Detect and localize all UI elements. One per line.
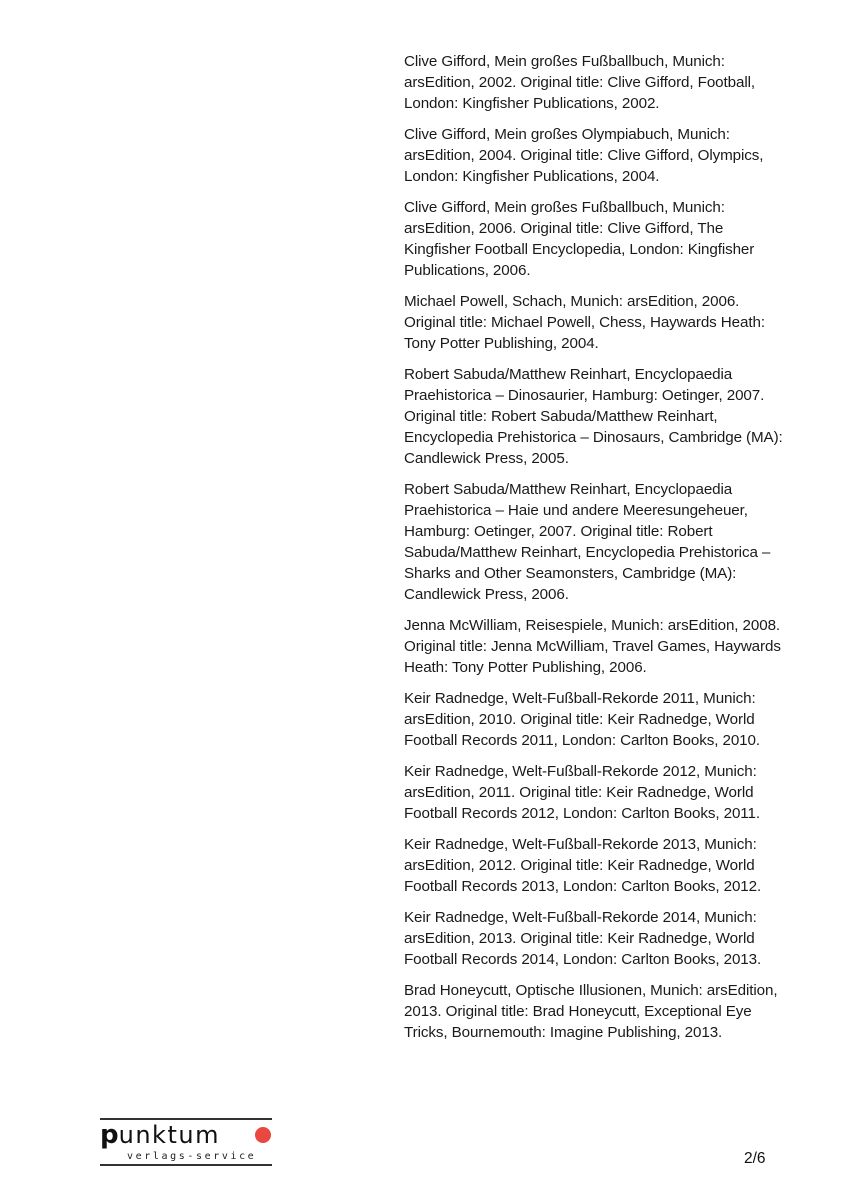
bibliography-entry: Clive Gifford, Mein großes Fußballbuch, Munich: arsEdition, 2006. Original title: Clive Gifford, The Kingfisher Football Encyclopedia, London: Kingfisher Publications, 2006.	[404, 199, 755, 279]
bibliography-entry: Brad Honeycutt, Optische Illusionen, Munich: arsEdition, 2013. Original title: Brad Honeycutt, Exceptional Eye Tricks, Bournemouth: Imagine Publishing, 2013.	[404, 982, 778, 1041]
logo-initial: p	[100, 1120, 119, 1150]
bibliography-entry: Keir Radnedge, Welt-Fußball-Rekorde 2012, Munich: arsEdition, 2011. Original title: Keir Radnedge, World Football Records 2012, London: Carlton Books, 2011.	[404, 763, 760, 822]
logo-top-rule	[100, 1118, 272, 1120]
logo-wordmark	[100, 1121, 220, 1149]
bibliography-entry: Keir Radnedge, Welt-Fußball-Rekorde 2014, Munich: arsEdition, 2013. Original title: Keir Radnedge, World Football Records 2014, London: Carlton Books, 2013.	[404, 909, 762, 968]
bibliography-entry: Keir Radnedge, Welt-Fußball-Rekorde 2013, Munich: arsEdition, 2012. Original title: Keir Radnedge, World Football Records 2013, London: Carlton Books, 2012.	[404, 836, 762, 895]
punktum-logo	[100, 1118, 274, 1166]
bibliography-entry: Robert Sabuda/Matthew Reinhart, Encyclopaedia Praehistorica – Haie und andere Meeresungeheuer, Hamburg: Oetinger, 2007. Original title: Robert Sabuda/Matthew Reinhart, Encyclopedia Prehistorica – Sharks and Other Seamonsters, Cambridge (MA): Candlewick Press, 2006.	[404, 481, 771, 603]
bibliography-entry: Jenna McWilliam, Reisespiele, Munich: arsEdition, 2008. Original title: Jenna McWilliam, Travel Games, Haywards Heath: Tony Potter Publishing, 2006.	[404, 617, 781, 676]
page-number: 2/6	[744, 1150, 766, 1167]
bibliography-entry: Keir Radnedge, Welt-Fußball-Rekorde 2011, Munich: arsEdition, 2010. Original title: Keir Radnedge, World Football Records 2011, London: Carlton Books, 2010.	[404, 690, 760, 749]
logo-bottom-rule	[100, 1164, 272, 1166]
bibliography-list	[404, 51, 784, 1053]
logo-dot-icon	[255, 1127, 271, 1143]
bibliography-entry: Michael Powell, Schach, Munich: arsEdition, 2006. Original title: Michael Powell, Chess, Haywards Heath: Tony Potter Publishing, 2004.	[404, 293, 765, 352]
logo-subtitle: verlags-service	[127, 1151, 257, 1162]
bibliography-entry: Robert Sabuda/Matthew Reinhart, Encyclopaedia Praehistorica – Dinosaurier, Hamburg: Oetinger, 2007. Original title: Robert Sabuda/Matthew Reinhart, Encyclopedia Prehistorica – Dinosaurs, Cambridge (MA): Candlewick Press, 2005.	[404, 366, 783, 467]
bibliography-entry: Clive Gifford, Mein großes Olympiabuch, Munich: arsEdition, 2004. Original title: Clive Gifford, Olympics, London: Kingfisher Publications, 2004.	[404, 126, 764, 185]
logo-word: unktum	[118, 1121, 220, 1149]
bibliography-entry: Clive Gifford, Mein großes Fußballbuch, Munich: arsEdition, 2002. Original title: Clive Gifford, Football, London: Kingfisher Publications, 2002.	[404, 53, 755, 112]
